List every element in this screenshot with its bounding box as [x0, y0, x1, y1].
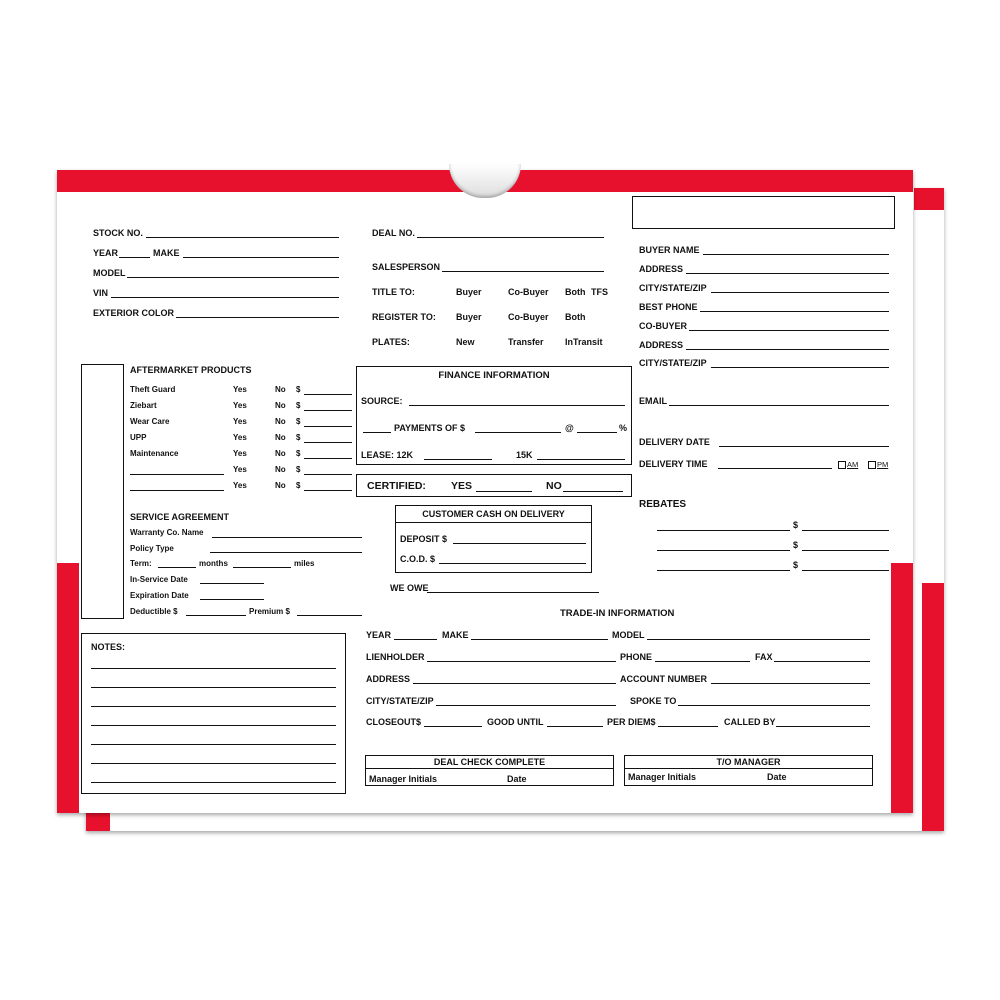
make-label: MAKE [153, 248, 180, 258]
aftermarket-dollar-label: $ [296, 465, 301, 474]
trade-phone-label: PHONE [620, 652, 653, 662]
co-buyer-address-field[interactable] [686, 349, 889, 350]
term-months-field[interactable] [158, 567, 196, 568]
aftermarket-yes-option[interactable]: Yes [233, 433, 247, 442]
trade-make-field[interactable] [471, 639, 608, 640]
stock-no-field[interactable] [146, 237, 339, 238]
vin-field[interactable] [111, 297, 339, 298]
aftermarket-no-option[interactable]: No [275, 449, 286, 458]
certified-no-label: NO [546, 480, 562, 492]
percent-label: % [619, 423, 628, 433]
aftermarket-dollar-label: $ [296, 417, 301, 426]
policy-type-label: Policy Type [130, 544, 174, 553]
salesperson-label: SALESPERSON [372, 262, 441, 272]
trade-fax-field[interactable] [774, 661, 870, 662]
co-buyer-address-label: ADDRESS [639, 340, 684, 350]
good-until-field[interactable] [547, 726, 603, 727]
warranty-field[interactable] [212, 537, 362, 538]
plates-label: PLATES: [372, 337, 410, 347]
stock-no-label: STOCK NO. [93, 228, 143, 238]
year-field[interactable] [119, 257, 150, 258]
notes-line[interactable] [91, 706, 336, 707]
aftermarket-no-option[interactable]: No [275, 401, 286, 410]
warranty-label: Warranty Co. Name [130, 528, 204, 537]
deductible-label: Deductible $ [130, 607, 178, 616]
title-to-tfs[interactable]: TFS [591, 287, 608, 297]
trade-in-title: TRADE-IN INFORMATION [560, 608, 675, 619]
aftermarket-no-option[interactable]: No [275, 481, 286, 490]
aftermarket-amount-field[interactable] [304, 490, 352, 491]
lease-12k-label: LEASE: 12K [361, 450, 414, 460]
best-phone-label: BEST PHONE [639, 302, 698, 312]
title-to-co-buyer[interactable]: Co-Buyer [508, 287, 549, 297]
we-owe-field[interactable] [427, 592, 599, 593]
certified-yes-label: YES [451, 480, 473, 492]
email-label: EMAIL [639, 396, 667, 406]
trade-year-label: YEAR [366, 630, 392, 640]
rebate-dollar-3: $ [793, 560, 799, 570]
aftermarket-item-label: Wear Care [130, 417, 170, 426]
register-to-co-buyer[interactable]: Co-Buyer [508, 312, 549, 322]
in-service-label: In-Service Date [130, 575, 188, 584]
notes-line[interactable] [91, 668, 336, 669]
deal-check-divider [365, 768, 614, 769]
trade-model-field[interactable] [647, 639, 870, 640]
aftermarket-yes-option[interactable]: Yes [233, 401, 247, 410]
aftermarket-item-field[interactable] [130, 490, 224, 491]
aftermarket-dollar-label: $ [296, 433, 301, 442]
back-jacket-bottom-band [86, 813, 110, 831]
service-agreement-title: SERVICE AGREEMENT [130, 512, 230, 522]
expiration-field[interactable] [200, 599, 264, 600]
months-label: months [199, 559, 228, 568]
delivery-date-label: DELIVERY DATE [639, 437, 710, 447]
deal-check-title: DEAL CHECK COMPLETE [433, 757, 546, 767]
aftermarket-no-option[interactable]: No [275, 417, 286, 426]
called-by-label: CALLED BY [724, 717, 776, 727]
thumb-cut [449, 164, 521, 198]
co-buyer-label: CO-BUYER [639, 321, 688, 331]
left-side-band [57, 563, 79, 813]
make-field[interactable] [183, 257, 339, 258]
customer-cash-title: CUSTOMER CASH ON DELIVERY [422, 509, 565, 519]
aftermarket-yes-option[interactable]: Yes [233, 417, 247, 426]
to-manager-date[interactable]: Date [767, 772, 787, 782]
aftermarket-title: AFTERMARKET PRODUCTS [130, 365, 252, 375]
trade-city-label: CITY/STATE/ZIP [366, 696, 434, 706]
deposit-field[interactable] [453, 543, 586, 544]
exterior-color-field[interactable] [176, 317, 339, 318]
term-miles-field[interactable] [233, 567, 291, 568]
trade-make-label: MAKE [442, 630, 469, 640]
payments-of-label: PAYMENTS OF $ [394, 423, 466, 433]
right-side-band [891, 563, 913, 813]
cod-field[interactable] [439, 563, 586, 564]
plates-intransit[interactable]: InTransit [565, 337, 603, 347]
premium-label: Premium $ [249, 607, 290, 616]
trade-city-field[interactable] [436, 705, 616, 706]
rebates-title: REBATES [639, 499, 687, 510]
term-label: Term: [130, 559, 152, 568]
lienholder-label: LIENHOLDER [366, 652, 425, 662]
customer-cash-divider [395, 522, 592, 523]
closeout-label: CLOSEOUT$ [366, 717, 422, 727]
exterior-color-label: EXTERIOR COLOR [93, 308, 175, 318]
plates-transfer[interactable]: Transfer [508, 337, 544, 347]
aftermarket-dollar-label: $ [296, 481, 301, 490]
rebate-name-2[interactable] [657, 550, 790, 551]
lienholder-field[interactable] [427, 661, 616, 662]
trade-model-label: MODEL [612, 630, 645, 640]
am-checkbox[interactable] [838, 461, 846, 469]
am-label: AM [847, 460, 859, 469]
rebate-name-3[interactable] [657, 570, 790, 571]
city-state-zip-field[interactable] [711, 292, 889, 293]
aftermarket-item-label: Ziebart [130, 401, 157, 410]
notes-line[interactable] [91, 687, 336, 688]
register-to-buyer[interactable]: Buyer [456, 312, 482, 322]
to-manager-title: T/O MANAGER [716, 757, 781, 767]
notes-line[interactable] [91, 782, 336, 783]
rate-field[interactable] [577, 432, 617, 433]
aftermarket-amount-field[interactable] [304, 394, 352, 395]
address-label: ADDRESS [639, 264, 684, 274]
rebate-dollar-2: $ [793, 540, 799, 550]
salesperson-field[interactable] [442, 271, 604, 272]
co-buyer-field[interactable] [689, 330, 889, 331]
certified-no-field[interactable] [563, 491, 623, 492]
source-field[interactable] [409, 405, 625, 406]
co-buyer-city-field[interactable] [711, 367, 889, 368]
notes-line[interactable] [91, 725, 336, 726]
pm-checkbox[interactable] [868, 461, 876, 469]
good-until-label: GOOD UNTIL [487, 717, 544, 727]
aftermarket-yes-option[interactable]: Yes [233, 449, 247, 458]
notes-line[interactable] [91, 744, 336, 745]
deal-check-date[interactable]: Date [507, 774, 527, 784]
lease-15k-label: 15K [516, 450, 533, 460]
co-buyer-city-label: CITY/STATE/ZIP [639, 358, 707, 368]
title-to-both[interactable]: Both [565, 287, 586, 297]
aftermarket-dollar-label: $ [296, 449, 301, 458]
best-phone-field[interactable] [700, 311, 889, 312]
model-field[interactable] [127, 277, 339, 278]
at-label: @ [565, 423, 574, 433]
pm-label: PM [877, 460, 889, 469]
vertical-label-box[interactable] [81, 364, 124, 619]
aftermarket-item-label: UPP [130, 433, 147, 442]
trade-address-label: ADDRESS [366, 674, 411, 684]
to-manager-divider [624, 768, 873, 769]
per-diem-field[interactable] [658, 726, 718, 727]
deal-check-initials[interactable]: Manager Initials [369, 774, 438, 784]
aftermarket-yes-option[interactable]: Yes [233, 385, 247, 394]
aftermarket-dollar-label: $ [296, 385, 301, 394]
aftermarket-no-option[interactable]: No [275, 465, 286, 474]
rebate-amount-2[interactable] [802, 550, 889, 551]
aftermarket-item-label: Maintenance [130, 449, 179, 458]
deal-no-label: DEAL NO. [372, 228, 415, 238]
vin-label: VIN [93, 288, 109, 298]
account-number-field[interactable] [711, 683, 870, 684]
deal-no-field[interactable] [417, 237, 604, 238]
miles-label: miles [294, 559, 315, 568]
aftermarket-item-label: Theft Guard [130, 385, 176, 394]
delivery-time-label: DELIVERY TIME [639, 459, 708, 469]
email-field[interactable] [669, 405, 889, 406]
trade-address-field[interactable] [413, 683, 616, 684]
rebate-name-1[interactable] [657, 530, 790, 531]
notes-title: NOTES: [91, 642, 126, 652]
year-label: YEAR [93, 248, 119, 258]
spoke-to-label: SPOKE TO [630, 696, 677, 706]
plates-new[interactable]: New [456, 337, 475, 347]
register-to-label: REGISTER TO: [372, 312, 436, 322]
address-field[interactable] [686, 273, 889, 274]
expiration-label: Expiration Date [130, 591, 189, 600]
certified-label: CERTIFIED: [367, 480, 426, 492]
register-to-both[interactable]: Both [565, 312, 586, 322]
to-manager-initials[interactable]: Manager Initials [628, 772, 697, 782]
deductible-field[interactable] [186, 615, 246, 616]
payment-amount-field[interactable] [475, 432, 561, 433]
back-jacket-side-band [922, 583, 944, 831]
deal-number-box[interactable] [632, 196, 895, 229]
we-owe-label: WE OWE [390, 583, 429, 593]
trade-phone-field[interactable] [655, 661, 750, 662]
called-by-field[interactable] [776, 726, 870, 727]
city-state-zip-label: CITY/STATE/ZIP [639, 283, 707, 293]
trade-year-field[interactable] [394, 639, 437, 640]
payments-count-field[interactable] [363, 432, 391, 433]
aftermarket-yes-option[interactable]: Yes [233, 465, 247, 474]
aftermarket-no-option[interactable]: No [275, 385, 286, 394]
deposit-label: DEPOSIT $ [400, 534, 448, 544]
policy-type-field[interactable] [210, 552, 362, 553]
notes-box [81, 633, 346, 794]
aftermarket-amount-field[interactable] [304, 410, 352, 411]
rebate-amount-3[interactable] [802, 570, 889, 571]
source-label: SOURCE: [361, 396, 403, 406]
aftermarket-yes-option[interactable]: Yes [233, 481, 247, 490]
premium-field[interactable] [297, 615, 362, 616]
per-diem-label: PER DIEM$ [607, 717, 656, 727]
finance-title: FINANCE INFORMATION [438, 370, 550, 381]
aftermarket-amount-field[interactable] [304, 458, 352, 459]
lease-15k-field[interactable] [537, 459, 625, 460]
aftermarket-dollar-label: $ [296, 401, 301, 410]
delivery-time-field[interactable] [718, 468, 832, 469]
buyer-name-label: BUYER NAME [639, 245, 700, 255]
in-service-field[interactable] [200, 583, 264, 584]
aftermarket-amount-field[interactable] [304, 442, 352, 443]
account-number-label: ACCOUNT NUMBER [620, 674, 707, 684]
buyer-name-field[interactable] [703, 254, 889, 255]
aftermarket-amount-field[interactable] [304, 474, 352, 475]
aftermarket-item-field[interactable] [130, 474, 224, 475]
back-jacket-top-band [914, 188, 944, 210]
title-to-label: TITLE TO: [372, 287, 415, 297]
title-to-buyer[interactable]: Buyer [456, 287, 482, 297]
aftermarket-no-option[interactable]: No [275, 433, 286, 442]
delivery-date-field[interactable] [719, 446, 889, 447]
certified-yes-field[interactable] [476, 491, 532, 492]
cod-label: C.O.D. $ [400, 554, 436, 564]
aftermarket-amount-field[interactable] [304, 426, 352, 427]
lease-12k-field[interactable] [424, 459, 492, 460]
rebate-amount-1[interactable] [802, 530, 889, 531]
notes-line[interactable] [91, 763, 336, 764]
spoke-to-field[interactable] [678, 705, 870, 706]
rebate-dollar-1: $ [793, 520, 799, 530]
trade-fax-label: FAX [755, 652, 773, 662]
model-label: MODEL [93, 268, 126, 278]
closeout-field[interactable] [424, 726, 482, 727]
